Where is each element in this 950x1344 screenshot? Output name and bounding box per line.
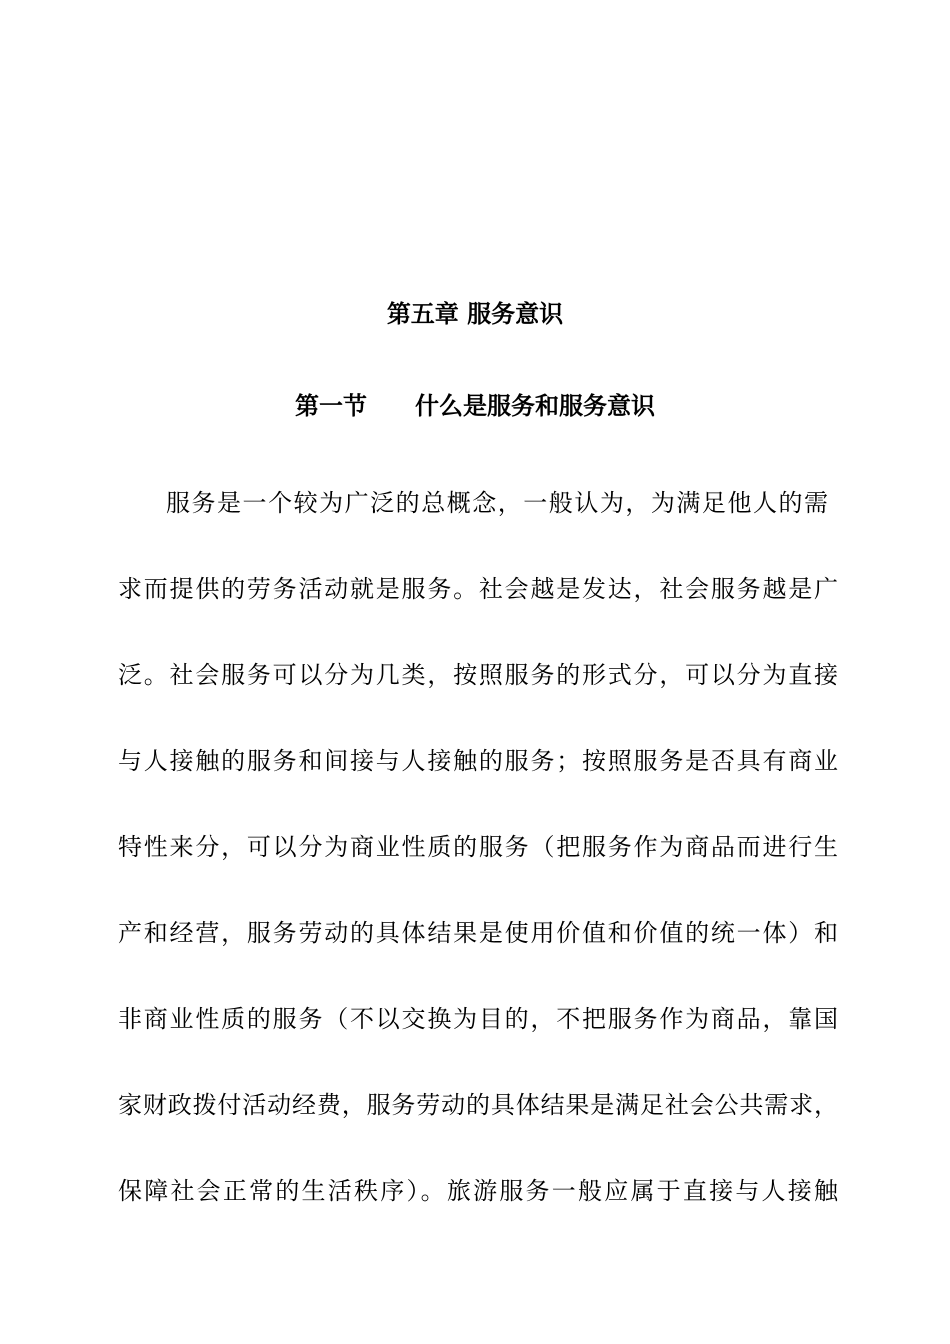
paragraph-line: 家财政拨付活动经费，服务劳动的具体结果是满足社会公共需求， bbox=[118, 1091, 838, 1119]
paragraph-line: 保障社会正常的生活秩序）。旅游服务一般应属于直接与人接触 bbox=[118, 1177, 838, 1205]
paragraph-line: 非商业性质的服务（不以交换为目的，不把服务作为商品，靠国 bbox=[118, 1005, 838, 1033]
paragraph-line: 特性来分，可以分为商业性质的服务（把服务作为商品而进行生 bbox=[118, 833, 838, 861]
paragraph-line: 泛。社会服务可以分为几类，按照服务的形式分，可以分为直接 bbox=[118, 661, 838, 689]
paragraph-line: 求而提供的劳务活动就是服务。社会越是发达，社会服务越是广 bbox=[118, 575, 838, 603]
section-title: 第一节 什么是服务和服务意识 bbox=[295, 392, 655, 420]
paragraph-line: 服务是一个较为广泛的总概念，一般认为，为满足他人的需 bbox=[166, 489, 828, 517]
paragraph-line: 产和经营，服务劳动的具体结果是使用价值和价值的统一体）和 bbox=[118, 919, 838, 947]
paragraph-line: 与人接触的服务和间接与人接触的服务；按照服务是否具有商业 bbox=[118, 747, 838, 775]
chapter-title: 第五章 服务意识 bbox=[386, 300, 564, 328]
